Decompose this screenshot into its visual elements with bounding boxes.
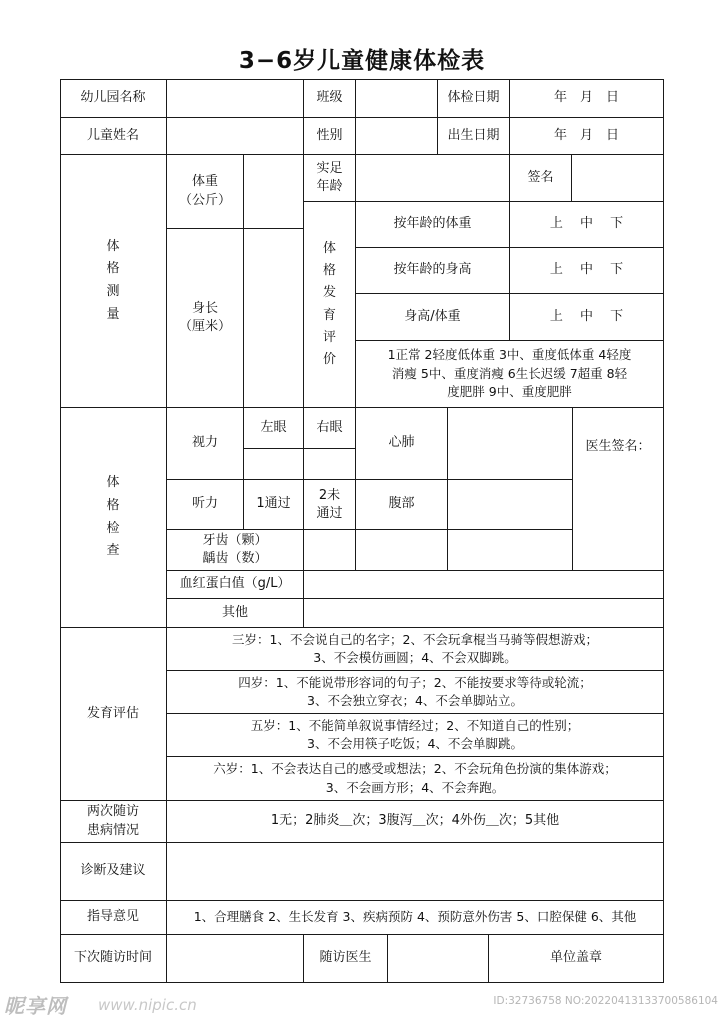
right-eye-label: 右眼 xyxy=(304,408,356,449)
next-followup-label: 下次随访时间 xyxy=(60,935,167,983)
hearing-fail-option[interactable]: 2未 通过 xyxy=(304,480,356,530)
guidance-options[interactable]: 1、合理膳食 2、生长发育 3、疾病预防 4、预防意外伤害 5、口腔保健 6、其他 xyxy=(167,901,664,935)
diagnosis-label: 诊断及建议 xyxy=(60,843,167,901)
heart-lung-label: 心肺 xyxy=(356,408,448,480)
child-name-field[interactable] xyxy=(167,118,304,155)
other-field[interactable] xyxy=(304,599,664,628)
next-followup-field[interactable] xyxy=(167,935,304,983)
weight-field[interactable] xyxy=(244,155,304,229)
height-for-age-label: 按年龄的身高 xyxy=(356,248,510,294)
birth-date-label: 出生日期 xyxy=(438,118,510,155)
hearing-label: 听力 xyxy=(167,480,244,530)
teeth-note-field[interactable] xyxy=(448,530,573,571)
watermark-logo: 昵享网 xyxy=(4,994,67,1018)
child-name-label: 儿童姓名 xyxy=(60,118,167,155)
kindergarten-name-field[interactable] xyxy=(167,79,304,118)
vision-label: 视力 xyxy=(167,408,244,480)
hemoglobin-field[interactable] xyxy=(304,571,664,599)
teeth-label: 牙齿（颗） 龋齿（数） xyxy=(167,530,304,571)
height-for-age-options[interactable]: 上 中 下 xyxy=(510,248,664,294)
gender-label: 性别 xyxy=(304,118,356,155)
watermark-id: ID:32736758 NO:20220413133700586104 xyxy=(493,995,718,1007)
followup-doctor-label: 随访医生 xyxy=(304,935,388,983)
form-title: 3−6岁儿童健康体检表 xyxy=(238,48,486,74)
other-label: 其他 xyxy=(167,599,304,628)
physical-exam-section-label: 体 格 检 查 xyxy=(60,408,167,628)
actual-age-field[interactable] xyxy=(356,155,510,202)
age6-milestones[interactable]: 六岁：1、不会表达自己的感受或想法；2、不会玩角色扮演的集体游戏； 3、不会画方形；4、不会奔跑。 xyxy=(167,757,664,801)
height-label: 身长 （厘米） xyxy=(167,229,244,408)
diagnosis-field[interactable] xyxy=(167,843,664,901)
teeth-count-field[interactable] xyxy=(304,530,356,571)
age3-milestones[interactable]: 三岁：1、不会说自己的名字；2、不会玩拿棍当马骑等假想游戏； 3、不会模仿画圆；4、不会双脚跳。 xyxy=(167,628,664,671)
weight-for-height-label: 身高/体重 xyxy=(356,294,510,341)
sign-label: 签名 xyxy=(510,155,572,202)
hemoglobin-label: 血红蛋白值（g/L） xyxy=(167,571,304,599)
gender-field[interactable] xyxy=(356,118,438,155)
unit-stamp-label[interactable]: 单位盖章 xyxy=(489,935,664,983)
class-field[interactable] xyxy=(356,79,438,118)
birth-date-field[interactable]: 年 月 日 xyxy=(510,118,664,155)
actual-age-label: 实足 年龄 xyxy=(304,155,356,202)
class-label: 班级 xyxy=(304,79,356,118)
exam-date-field[interactable]: 年 月 日 xyxy=(510,79,664,118)
weight-for-age-label: 按年龄的体重 xyxy=(356,202,510,248)
watermark-url: www.nipic.cn xyxy=(98,996,197,1014)
left-eye-field[interactable] xyxy=(244,449,304,480)
doctor-signature-label[interactable]: 医生签名： xyxy=(573,408,664,571)
illness-label: 两次随访 患病情况 xyxy=(60,801,167,843)
exam-date-label: 体检日期 xyxy=(438,79,510,118)
illness-options[interactable]: 1无；2肺炎＿次；3腹泻＿次；4外伤＿次；5其他 xyxy=(167,801,664,843)
abdomen-field[interactable] xyxy=(448,480,573,530)
weight-label: 体重 （公斤） xyxy=(167,155,244,229)
age4-milestones[interactable]: 四岁：1、不能说带形容词的句子；2、不能按要求等待或轮流； 3、不会独立穿衣；4、不会单脚站立。 xyxy=(167,671,664,714)
development-eval-label: 体 格 发 育 评 价 xyxy=(304,202,356,408)
eval-codes: 1正常 2轻度低体重 3中、重度低体重 4轻度 消瘦 5中、重度消瘦 6生长迟缓 7超重 8轻 度肥胖 9中、重度肥胖 xyxy=(356,341,664,408)
teeth-extra-field[interactable] xyxy=(356,530,448,571)
guidance-label: 指导意见 xyxy=(60,901,167,935)
sign-field[interactable] xyxy=(572,155,664,202)
age5-milestones[interactable]: 五岁：1、不能简单叙说事情经过；2、不知道自己的性别； 3、不会用筷子吃饭；4、不会单脚跳。 xyxy=(167,714,664,757)
followup-doctor-field[interactable] xyxy=(388,935,489,983)
height-field[interactable] xyxy=(244,229,304,408)
left-eye-label: 左眼 xyxy=(244,408,304,449)
right-eye-field[interactable] xyxy=(304,449,356,480)
heart-lung-field[interactable] xyxy=(448,408,573,480)
weight-for-age-options[interactable]: 上 中 下 xyxy=(510,202,664,248)
weight-for-height-options[interactable]: 上 中 下 xyxy=(510,294,664,341)
kindergarten-name-label: 幼儿园名称 xyxy=(60,79,167,118)
abdomen-label: 腹部 xyxy=(356,480,448,530)
development-section-label: 发育评估 xyxy=(60,628,167,801)
hearing-pass-option[interactable]: 1通过 xyxy=(244,480,304,530)
physical-measure-section-label: 体 格 测 量 xyxy=(60,155,167,408)
